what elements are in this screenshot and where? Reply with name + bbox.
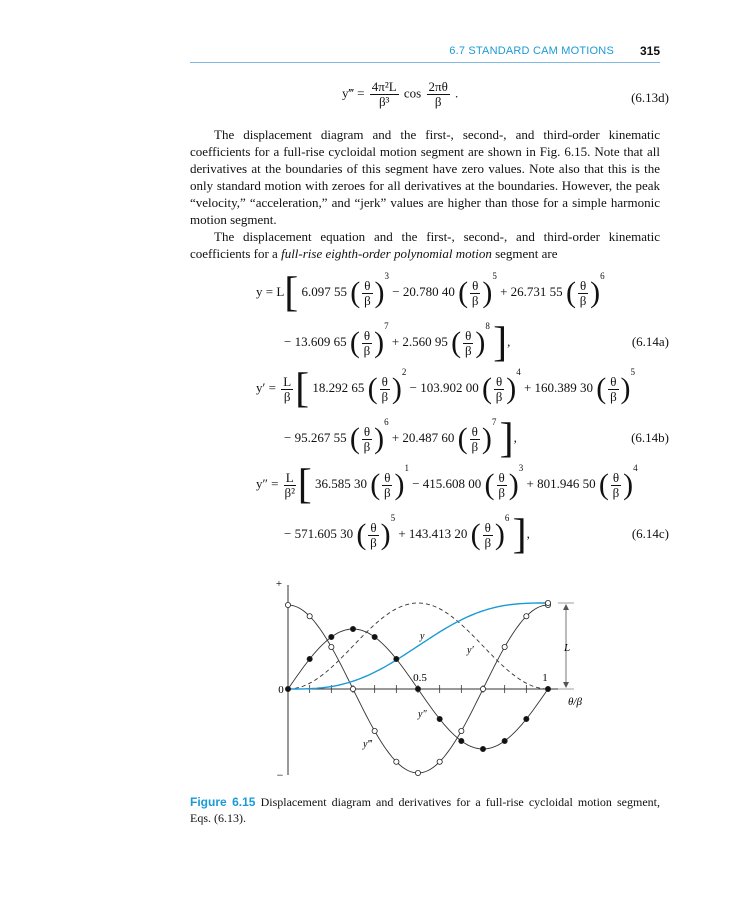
term-coefficient: + 143.413 20 <box>398 525 471 541</box>
numerator: θ <box>364 277 371 293</box>
denominator: β <box>464 342 472 358</box>
numerator: 2πθ <box>428 79 448 94</box>
y-triple-prime-marker <box>307 614 312 619</box>
cos-function: cos <box>403 85 422 101</box>
exponent: 4 <box>516 366 521 377</box>
label-y-triple-prime: y‴ <box>363 739 372 750</box>
term-coefficient: 6.097 55 <box>301 283 351 299</box>
numerator: θ <box>612 469 620 485</box>
eq-lhs: y‴ = <box>342 85 365 101</box>
term-coefficient: − 571.605 30 <box>284 525 357 541</box>
label-y: y <box>420 631 425 642</box>
numerator: θ <box>465 327 472 343</box>
theta-over-beta-power: ( $\frac{\theta}{\beta}$ )$^4$ <box>481 366 521 405</box>
denominator: β <box>495 388 503 404</box>
y-double-prime-marker <box>502 738 507 743</box>
numerator: 4π²L <box>371 79 397 94</box>
numerator: θ <box>370 519 377 535</box>
y-triple-prime-marker <box>350 686 355 691</box>
theta-over-beta-power: ( $\frac{\theta}{\beta}$ )$^6$ <box>470 512 510 551</box>
equation-6-13d <box>342 80 458 109</box>
one-tick-label: 1 <box>542 672 548 684</box>
term-coefficient: − 415.608 00 <box>412 475 485 491</box>
eq-terms <box>284 416 500 455</box>
theta-over-beta-power: ( $\frac{\theta}{\beta}$ )$^5$ <box>458 270 497 309</box>
denominator: β <box>471 438 479 454</box>
exponent: 3 <box>518 462 524 473</box>
numerator: L <box>283 373 292 389</box>
denominator: β <box>498 484 505 500</box>
y-double-prime-marker <box>545 686 550 691</box>
page-number: 315 <box>639 44 660 58</box>
denominator: β <box>610 388 617 404</box>
body-paragraph <box>190 126 660 228</box>
denominator: β <box>363 342 371 358</box>
denominator: β <box>381 388 389 404</box>
y-triple-prime-marker <box>459 728 464 733</box>
equation-number: (6.14b) <box>631 430 669 445</box>
denominator: β <box>283 388 291 404</box>
exponent: 5 <box>390 512 396 523</box>
theta-over-beta-power: ( $\frac{\theta}{\beta}$ )$^6$ <box>565 270 605 309</box>
denominator: β <box>579 292 587 308</box>
theta-over-beta-power: ( $\frac{\theta}{\beta}$ )$^7$ <box>457 416 497 455</box>
text-run: segment are <box>491 246 558 261</box>
numerator: θ <box>610 373 617 389</box>
exponent: 7 <box>491 416 497 427</box>
exponent: 7 <box>384 320 389 331</box>
right-bracket: ] <box>512 512 527 558</box>
equation-6-14c-line1 <box>256 464 638 506</box>
exponent: 8 <box>485 320 490 331</box>
numerator: L <box>285 469 294 485</box>
term-coefficient: − 103.902 00 <box>409 379 482 395</box>
exponent: 5 <box>492 270 497 281</box>
body-paragraph <box>190 228 660 262</box>
left-bracket: [ <box>284 270 299 316</box>
eq-terms <box>301 270 605 309</box>
y-double-prime-marker <box>350 626 355 631</box>
y-triple-prime-marker <box>372 728 377 733</box>
exponent: 6 <box>600 270 605 281</box>
minus-label: − <box>276 768 284 782</box>
theta-over-beta-power: ( $\frac{\theta}{\beta}$ )$^3$ <box>484 462 524 501</box>
label-y-prime: y′ <box>467 645 474 656</box>
x-axis-label: θ/β <box>568 696 582 708</box>
exponent: 5 <box>630 366 636 377</box>
figure-label: Figure 6.15 <box>190 795 256 809</box>
numerator: θ <box>472 277 479 293</box>
theta-over-beta-power: ( $\frac{\theta}{\beta}$ )$^2$ <box>367 366 407 405</box>
y-double-prime-marker <box>394 656 399 661</box>
y-end-marker <box>545 600 550 605</box>
eq-lhs: y′ = <box>256 379 276 395</box>
y-double-prime-marker <box>285 686 290 691</box>
y-triple-prime-marker <box>329 644 334 649</box>
y-double-prime-marker <box>524 716 529 721</box>
equation-number: (6.13d) <box>631 90 669 105</box>
denominator: β <box>370 534 377 550</box>
y-double-prime-marker <box>415 686 420 691</box>
y-double-prime-marker <box>480 746 485 751</box>
term-coefficient: + 26.731 55 <box>500 283 566 299</box>
denominator: β <box>484 534 492 550</box>
denominator: β <box>384 484 391 500</box>
exponent: 6 <box>384 416 389 427</box>
equation-number: (6.14c) <box>631 526 669 541</box>
eq-terms <box>312 366 636 405</box>
y-double-prime-marker <box>459 738 464 743</box>
y-triple-prime-marker <box>502 644 507 649</box>
y-triple-prime-marker <box>524 614 529 619</box>
term-coefficient: − 95.267 55 <box>284 429 350 445</box>
figure-6-15-diagram <box>0 575 737 795</box>
y-double-prime-marker <box>307 656 312 661</box>
denominator: β <box>612 484 620 500</box>
right-bracket: ] <box>493 320 508 366</box>
paragraph-text: The displacement diagram and the first-, second-, and third-order kinematic coefficients for a full-rise cycloidal motion segment are shown in Fig. 6.15. Note that all derivatives at the boundaries of this segment have zero values. Note also that this is the only standard motion with zeroes for all derivatives at the boundaries. However, the peak “velocity,” “acceleration,” and “jerk” values are higher than those for a simple harmonic motion segment. <box>190 127 660 227</box>
numerator: θ <box>363 327 371 343</box>
theta-over-beta-power: ( $\frac{\theta}{\beta}$ )$^1$ <box>370 462 409 501</box>
running-header <box>190 42 660 63</box>
period: . <box>455 85 459 101</box>
equation-6-14b-line2: − 95.267 55 ( $\frac{\theta}{\beta}$ )$^6$ + 20.487 60 ( $\frac{\theta}{\beta}$ )$^7$ ], <box>284 416 517 462</box>
numerator: θ <box>381 373 388 389</box>
equation-6-14a-line1 <box>256 272 605 314</box>
fraction <box>427 80 450 109</box>
y-triple-prime-marker <box>285 602 290 607</box>
theta-over-beta-power: ( $\frac{\theta}{\beta}$ )$^5$ <box>596 366 636 405</box>
denominator: β² <box>284 484 295 500</box>
numerator: θ <box>471 423 478 439</box>
label-y-double-prime: y″ <box>418 709 427 720</box>
y-double-prime-marker <box>372 634 377 639</box>
fraction <box>370 80 399 109</box>
term-coefficient: + 160.389 30 <box>523 379 597 395</box>
term-coefficient: + 801.946 50 <box>526 475 599 491</box>
term-coefficient: 36.585 30 <box>314 475 371 491</box>
y-double-prime-marker <box>437 716 442 721</box>
eq-terms <box>284 512 513 551</box>
caption-text: Displacement diagram and derivatives for a full-rise cycloidal motion segment, Eqs. (6.13). <box>190 795 661 825</box>
exponent: 1 <box>404 462 409 473</box>
denominator: β <box>471 292 479 308</box>
exponent: 6 <box>504 512 510 523</box>
exponent: 4 <box>633 462 638 473</box>
equation-6-14b-line1 <box>256 368 635 410</box>
y-double-prime-marker <box>329 634 334 639</box>
y-triple-prime-marker <box>480 686 485 691</box>
right-bracket: ] <box>499 416 514 462</box>
fraction <box>284 471 296 500</box>
figure-caption <box>190 794 660 826</box>
term-coefficient: − 13.609 65 <box>284 333 350 349</box>
numerator: θ <box>498 469 505 485</box>
numerator: θ <box>484 519 491 535</box>
y-triple-prime-marker <box>394 759 399 764</box>
theta-over-beta-power: ( $\frac{\theta}{\beta}$ )$^4$ <box>598 462 638 501</box>
numerator: θ <box>363 423 371 439</box>
numerator: θ <box>495 373 503 389</box>
numerator: θ <box>579 277 587 293</box>
theta-over-beta-power: ( $\frac{\theta}{\beta}$ )$^7$ <box>349 320 389 359</box>
y-triple-prime-marker <box>415 770 420 775</box>
paragraph-text <box>190 228 660 262</box>
theta-over-beta-power: ( $\frac{\theta}{\beta}$ )$^8$ <box>451 320 490 359</box>
denominator: β <box>434 94 442 109</box>
fraction <box>281 375 293 404</box>
L-label: L <box>564 642 571 654</box>
eq-terms <box>284 320 493 359</box>
half-tick-label: 0.5 <box>413 672 427 684</box>
plus-label: + <box>275 578 283 590</box>
numerator: θ <box>384 469 391 485</box>
eq-terms <box>314 462 638 501</box>
section-title: 6.7 STANDARD CAM MOTIONS <box>449 45 614 57</box>
y-triple-prime-marker <box>437 759 442 764</box>
left-bracket: [ <box>295 366 310 412</box>
term-coefficient: + 2.560 95 <box>391 333 452 349</box>
denominator: β <box>363 438 371 454</box>
text-run: The displacement equation and the first-, second-, and third-order kinematic coefficients for a <box>190 229 660 261</box>
term-coefficient: 18.292 65 <box>312 379 368 395</box>
denominator: β <box>364 292 371 308</box>
denominator: β³ <box>378 94 390 109</box>
theta-over-beta-power: ( $\frac{\theta}{\beta}$ )$^6$ <box>349 416 389 455</box>
term-coefficient: + 20.487 60 <box>391 429 458 445</box>
theta-over-beta-power: ( $\frac{\theta}{\beta}$ )$^5$ <box>356 512 396 551</box>
equation-number: (6.14a) <box>631 334 669 349</box>
eq-lhs: y = L <box>256 283 285 299</box>
exponent: 2 <box>401 366 407 377</box>
eq-lhs: y″ = <box>256 475 279 491</box>
exponent: 3 <box>384 270 390 281</box>
theta-over-beta-power: ( $\frac{\theta}{\beta}$ )$^3$ <box>350 270 390 309</box>
left-bracket: [ <box>297 462 312 508</box>
term-coefficient: − 20.780 40 <box>392 283 459 299</box>
equation-6-14c-line2: − 571.605 30 ( $\frac{\theta}{\beta}$ )$^5$ + 143.413 20 ( $\frac{\theta}{\beta}$ )$^6$ ], <box>284 512 530 558</box>
origin-label: 0 <box>278 684 284 696</box>
equation-6-14a-line2: − 13.609 65 ( $\frac{\theta}{\beta}$ )$^7$ + 2.560 95 ( $\frac{\theta}{\beta}$ )$^8$ ], <box>284 320 511 366</box>
italic-term: full-rise eighth-order polynomial motion <box>281 246 492 261</box>
